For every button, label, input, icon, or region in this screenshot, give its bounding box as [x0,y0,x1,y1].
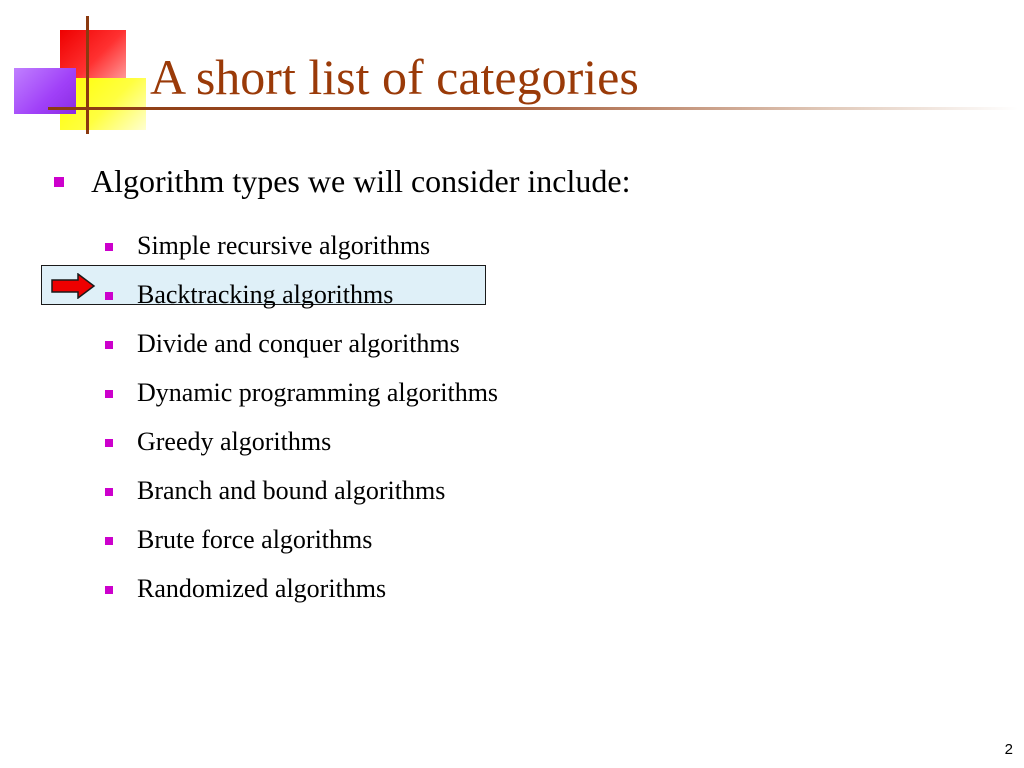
bullet-square-icon [105,488,113,496]
list-item-label: Randomized algorithms [137,573,387,603]
list-item [105,515,498,564]
list-item [105,221,498,270]
list-item [105,319,498,368]
list-item [105,466,498,515]
bullet-square-icon [105,537,113,545]
list-item-label: Dynamic programming algorithms [137,377,499,407]
bullet-square-icon [105,439,113,447]
main-bullet-text: Algorithm types we will consider include: [91,163,631,199]
main-bullet [54,165,630,197]
list-item [105,270,498,319]
slide-title: A short list of categories [150,49,639,105]
bullet-square-icon [105,243,113,251]
list-item [105,417,498,466]
bullet-square-icon [105,341,113,349]
list-item-label: Simple recursive algorithms [137,230,431,260]
bullet-square-icon [54,177,64,187]
title-underline [48,107,1018,110]
logo-vertical-line [86,16,89,134]
bullet-square-icon [105,586,113,594]
right-arrow-icon [50,273,96,299]
bullet-square-icon [105,390,113,398]
bullet-square-icon [105,292,113,300]
page-number: 2 [1004,741,1013,758]
list-item-label: Branch and bound algorithms [137,475,446,505]
list-item-label: Brute force algorithms [137,524,373,554]
algorithm-list [105,221,498,613]
list-item-label: Divide and conquer algorithms [137,328,460,358]
list-item [105,564,498,613]
list-item-label: Greedy algorithms [137,426,332,456]
list-item-label: Backtracking algorithms [137,279,394,309]
list-item [105,368,498,417]
